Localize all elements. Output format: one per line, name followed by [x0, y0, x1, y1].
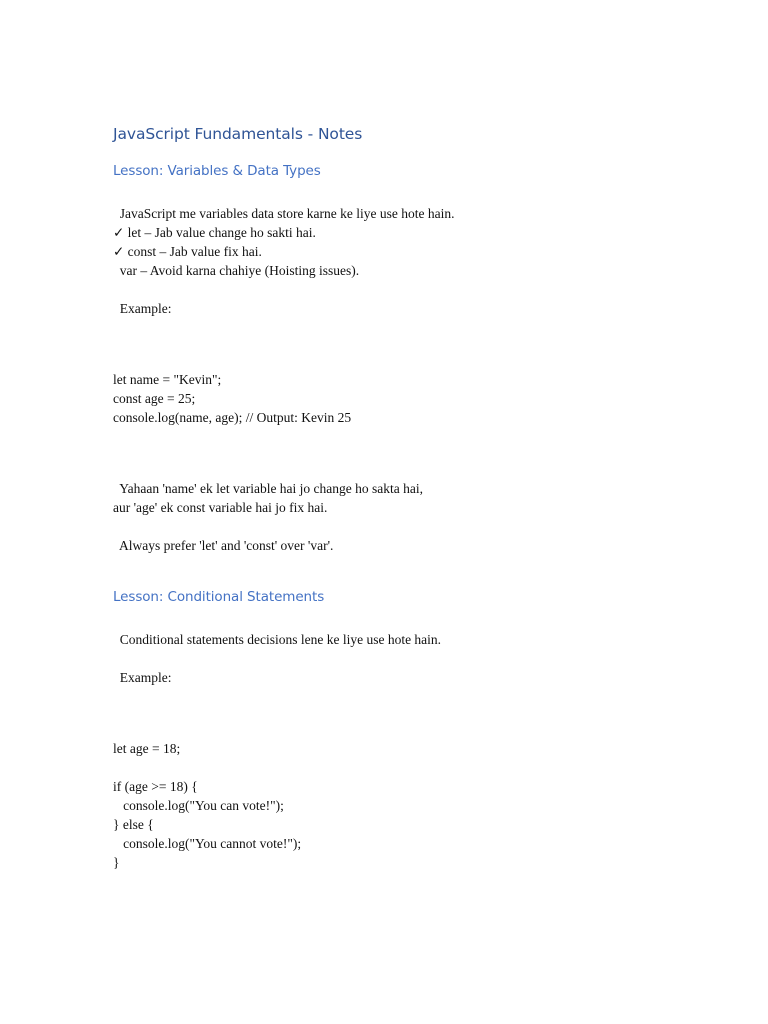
lesson-intro-text: JavaScript me variables data store karne ke liye use hote hain.	[113, 206, 455, 221]
code-line: console.log(name, age); // Output: Kevin 25	[113, 410, 352, 425]
bullet-const: ✓ const – Jab value fix hai.	[113, 244, 262, 259]
code-line: console.log("You cannot vote!");	[113, 836, 302, 851]
code-line: let name = "Kevin";	[113, 372, 222, 387]
lesson-heading-variables: Lesson: Variables & Data Types	[113, 163, 321, 179]
lesson-heading-conditionals: Lesson: Conditional Statements	[113, 589, 325, 605]
tip-text: Always prefer 'let' and 'const' over 'var'.	[113, 538, 334, 553]
example-label: Example:	[113, 670, 172, 685]
example-label: Example:	[113, 301, 172, 316]
explanation-text: aur 'age' ek const variable hai jo fix hai.	[113, 500, 328, 515]
explanation-text: Yahaan 'name' ek let variable hai jo change ho sakta hai,	[113, 481, 424, 496]
bullet-let: ✓ let – Jab value change ho sakti hai.	[113, 225, 316, 240]
code-line: } else {	[113, 817, 154, 832]
code-line: }	[113, 855, 120, 870]
bullet-var: var – Avoid karna chahiye (Hoisting issues).	[113, 263, 360, 278]
document-title: JavaScript Fundamentals - Notes	[113, 125, 363, 143]
lesson-intro-text: Conditional statements decisions lene ke liye use hote hain.	[113, 632, 442, 647]
code-line: if (age >= 18) {	[113, 779, 198, 794]
code-line: const age = 25;	[113, 391, 196, 406]
code-line: let age = 18;	[113, 741, 181, 756]
code-line: console.log("You can vote!");	[113, 798, 284, 813]
